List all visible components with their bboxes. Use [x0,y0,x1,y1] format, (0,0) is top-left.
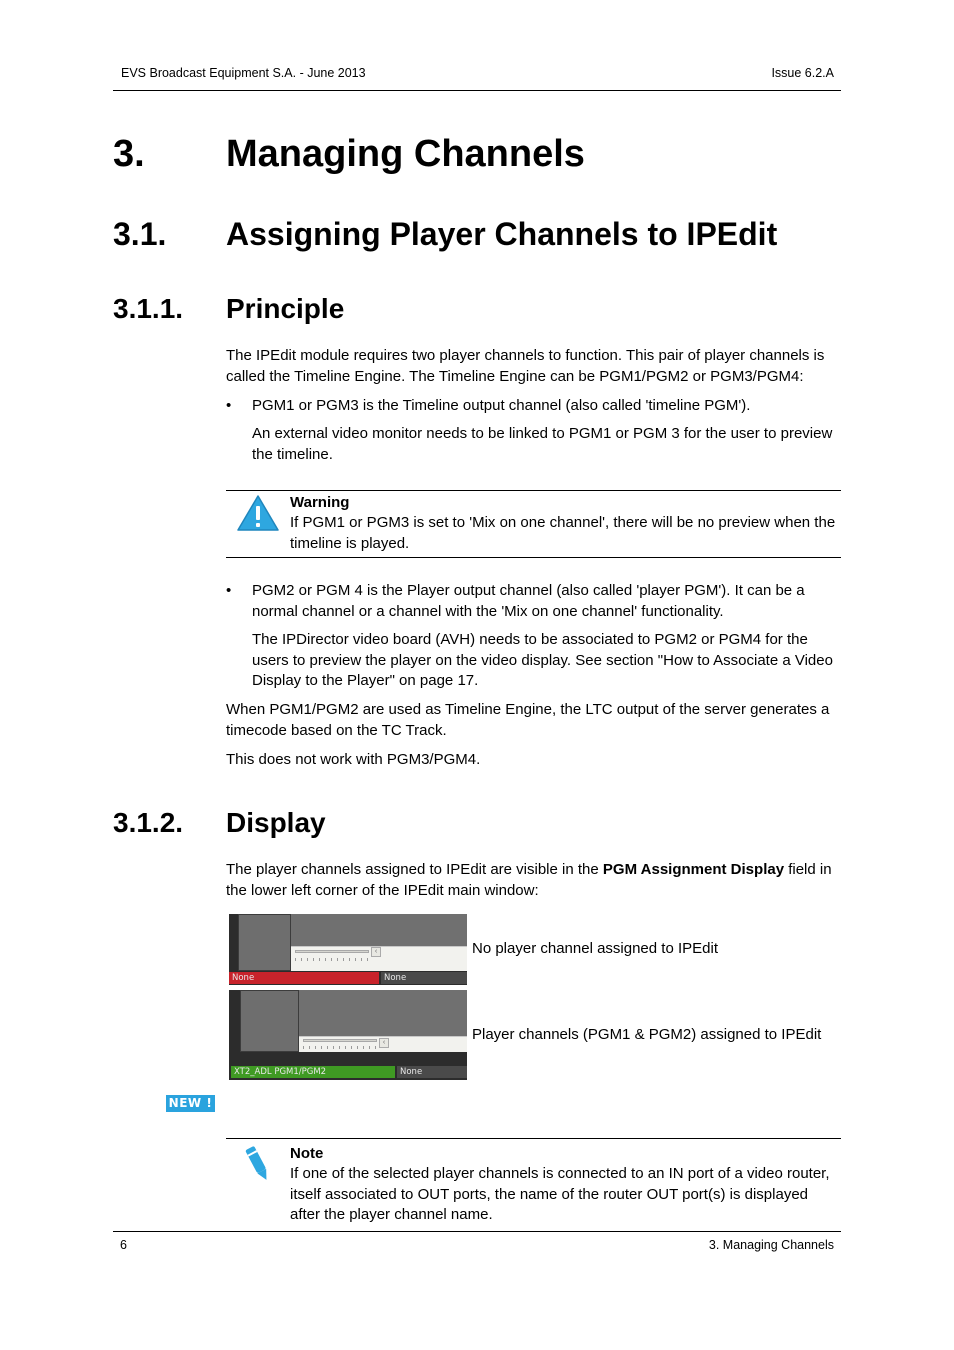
principle-intro: The IPEdit module requires two player channels to function. This pair of player channels is called the Timeline Engine. The Timeline Engine can be PGM1/PGM2 or PGM3/PGM4: [226,347,825,385]
screenshot-2-caption: Player channels (PGM1 & PGM2) assigned to IPEdit [472,1026,822,1043]
note-top-rule [226,1138,841,1139]
footer-chapter: 3. Managing Channels [708,1238,834,1252]
no-work-paragraph: This does not work with PGM3/PGM4. [226,751,481,768]
principle-title: Principle [226,293,345,324]
footer-page-number: 6 [120,1238,127,1252]
section-number: 3.1. [113,216,167,252]
pgm-display-assigned-screenshot: ‹ XT2_ADL PGM1/PGM2 None [229,990,467,1080]
pencil-icon [240,1144,276,1184]
chapter-title: Managing Channels [226,133,585,175]
display-title: Display [226,807,326,838]
header-left: EVS Broadcast Equipment S.A. - June 2013 [121,66,366,80]
bullet-2-marker: • [226,582,232,599]
warning-title: Warning [290,494,350,511]
bullet-1-text: PGM1 or PGM3 is the Timeline output channel (also called 'timeline PGM'). [252,397,751,414]
chapter-number: 3. [113,133,145,175]
pgm-assignment-bar-right: None [397,1066,467,1078]
pgm-assignment-bar-left: XT2_ADL PGM1/PGM2 [231,1066,395,1078]
note-text: If one of the selected player channels is connected to an IN port of a video router, itself associated to OUT ports, the name of the router OUT port(s) is displayed after the player channel name. [290,1165,830,1223]
header-rule [113,90,841,91]
display-number: 3.1.2. [113,807,184,838]
note-title: Note [290,1145,324,1162]
warning-bottom-rule [226,557,841,558]
warning-text: If PGM1 or PGM3 is set to 'Mix on one channel', there will be no preview when the timeline is played. [290,514,836,552]
footer-rule [113,1231,841,1232]
bullet-2-text: PGM2 or PGM 4 is the Player output channel (also called 'player PGM'). It can be a normal channel or a channel with the 'Mix on one channel' functionality. [252,582,805,620]
screenshot-1-caption: No player channel assigned to IPEdit [472,940,718,957]
warning-top-rule [226,490,841,491]
warning-triangle-icon [236,494,280,532]
principle-number: 3.1.1. [113,293,184,324]
bullet-1-marker: • [226,397,232,414]
ltc-paragraph: When PGM1/PGM2 are used as Timeline Engine, the LTC output of the server generates a timecode based on the TC Track. [226,701,830,739]
header-right: Issue 6.2.A [771,66,834,80]
display-intro: The player channels assigned to IPEdit are visible in the PGM Assignment Display field in the lower left corner of the IPEdit main window: [226,861,832,899]
bullet-1-followup: An external video monitor needs to be linked to PGM1 or PGM 3 for the user to preview the timeline. [252,425,833,463]
section-title: Assigning Player Channels to IPEdit [226,216,778,252]
new-badge: NEW ! [166,1095,215,1112]
pgm-display-none-screenshot: ‹ None None [229,914,467,985]
bullet-2-followup: The IPDirector video board (AVH) needs to be associated to PGM2 or PGM4 for the users to preview the player on the video display. See section "How to Associate a Video Display to the Player" on page 17. [252,631,833,689]
pgm-assignment-bar-right: None [381,972,467,984]
pgm-assignment-bar-left: None [229,972,379,984]
